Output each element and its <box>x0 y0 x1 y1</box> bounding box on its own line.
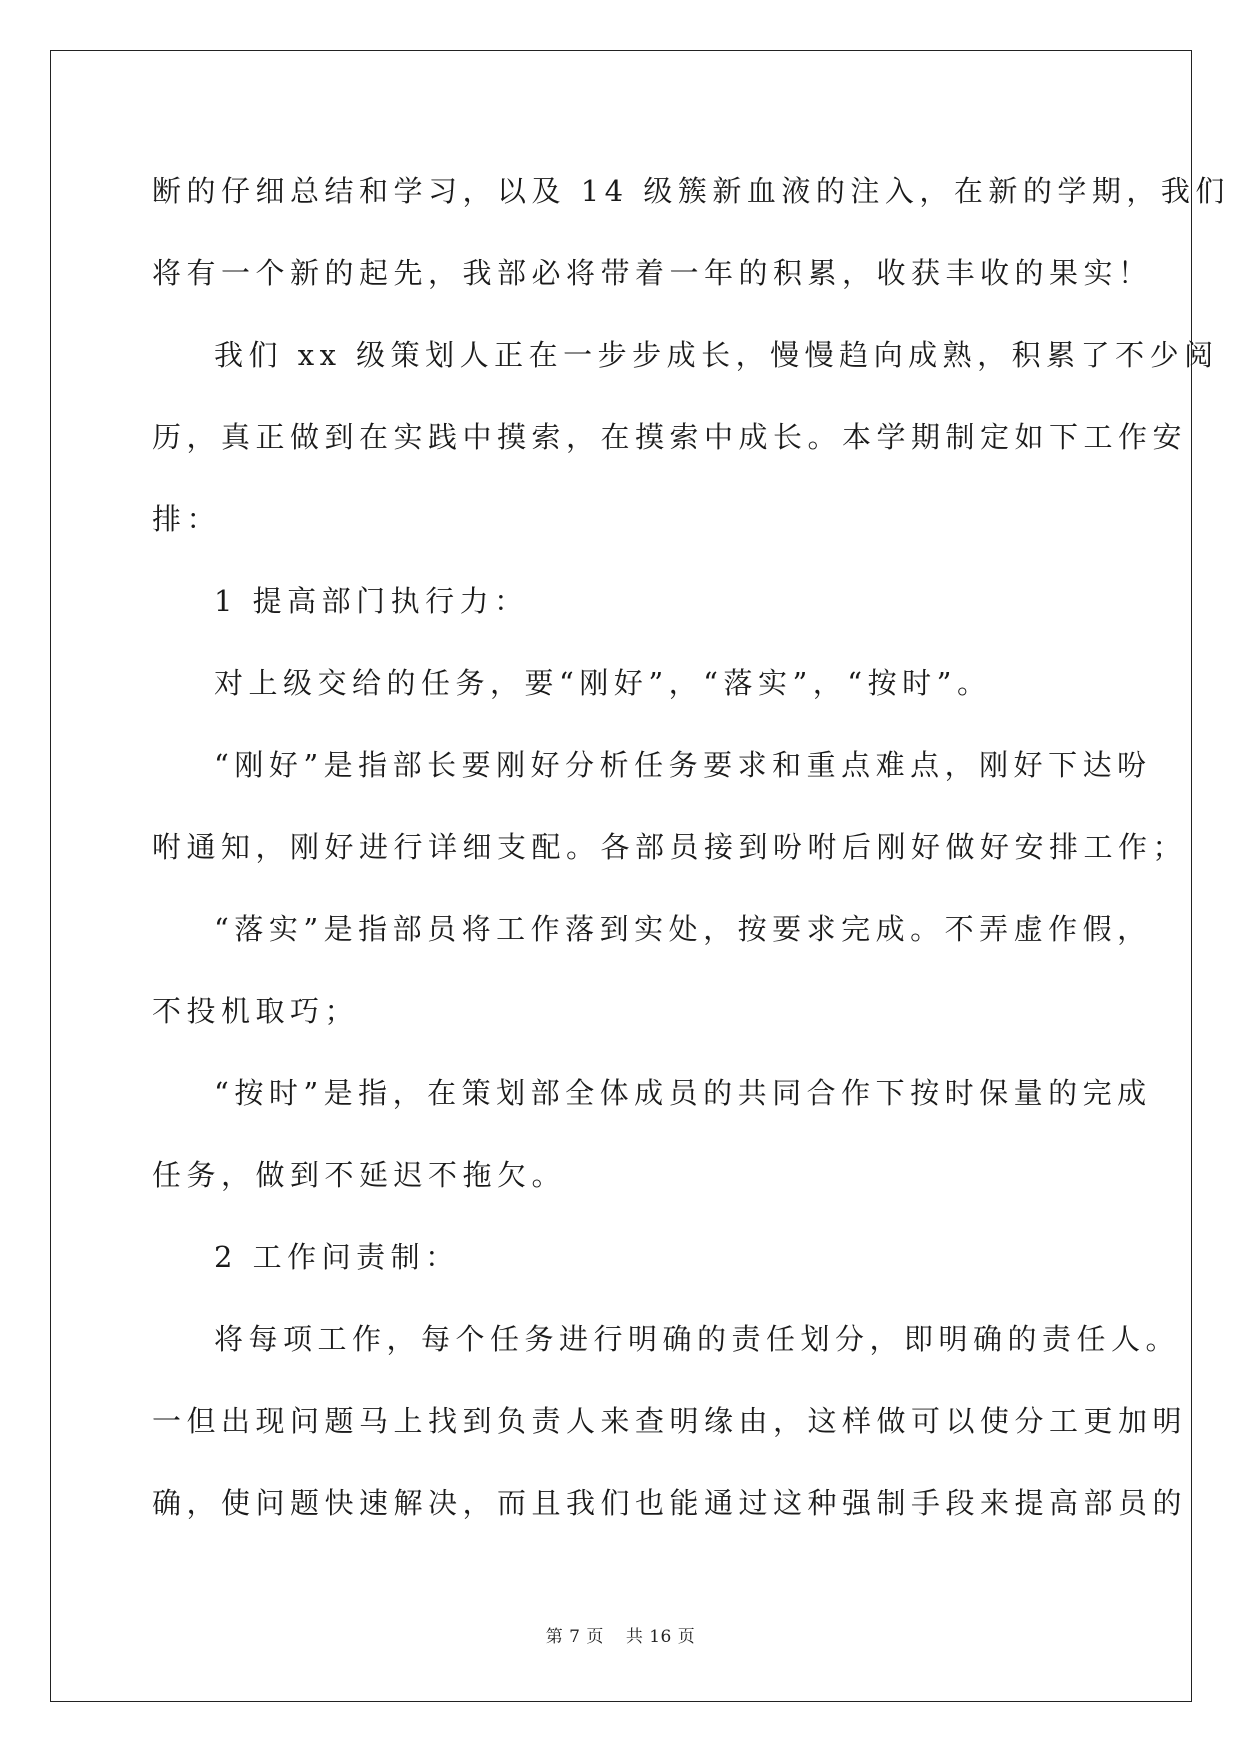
text-line: 断的仔细总结和学习，以及 14 级簇新血液的注入，在新的学期，我们 <box>152 174 1230 208</box>
page-total: 共 16 页 <box>625 1627 696 1647</box>
text-line: 咐通知，刚好进行详细支配。各部员接到吩咐后刚好做好安排工作； <box>152 830 1188 864</box>
paragraph-start: “刚好”是指部长要刚好分析任务要求和重点难点，刚好下达吩 <box>214 748 1152 782</box>
text-line: 不投机取巧； <box>152 994 360 1028</box>
page-footer <box>0 1622 1241 1647</box>
paragraph-start: “按时”是指，在策划部全体成员的共同合作下按时保量的完成 <box>214 1076 1152 1110</box>
text-line: 历，真正做到在实践中摸索，在摸索中成长。本学期制定如下工作安 <box>152 420 1188 454</box>
paragraph-start: 对上级交给的任务，要“刚好”，“落实”，“按时”。 <box>214 666 992 700</box>
text-line: 确，使问题快速解决，而且我们也能通过这种强制手段来提高部员的 <box>152 1486 1188 1520</box>
document-body <box>152 160 1230 1554</box>
text-line: 一但出现问题马上找到负责人来查明缘由，这样做可以使分工更加明 <box>152 1404 1188 1438</box>
paragraph-start: 将每项工作，每个任务进行明确的责任划分，即明确的责任人。 <box>214 1322 1181 1356</box>
section-heading: 2 工作问责制： <box>214 1240 460 1274</box>
text-line: 排： <box>152 502 222 536</box>
page-number: 第 7 页 <box>545 1627 604 1647</box>
text-line: 任务，做到不延迟不拖欠。 <box>152 1158 567 1192</box>
paragraph-start: “落实”是指部员将工作落到实处，按要求完成。不弄虚作假， <box>214 912 1152 946</box>
paragraph-start: 我们 xx 级策划人正在一步步成长，慢慢趋向成熟，积累了不少阅 <box>214 338 1219 372</box>
text-line: 将有一个新的起先，我部必将带着一年的积累，收获丰收的果实！ <box>152 256 1153 290</box>
section-heading: 1 提高部门执行力： <box>214 584 529 618</box>
